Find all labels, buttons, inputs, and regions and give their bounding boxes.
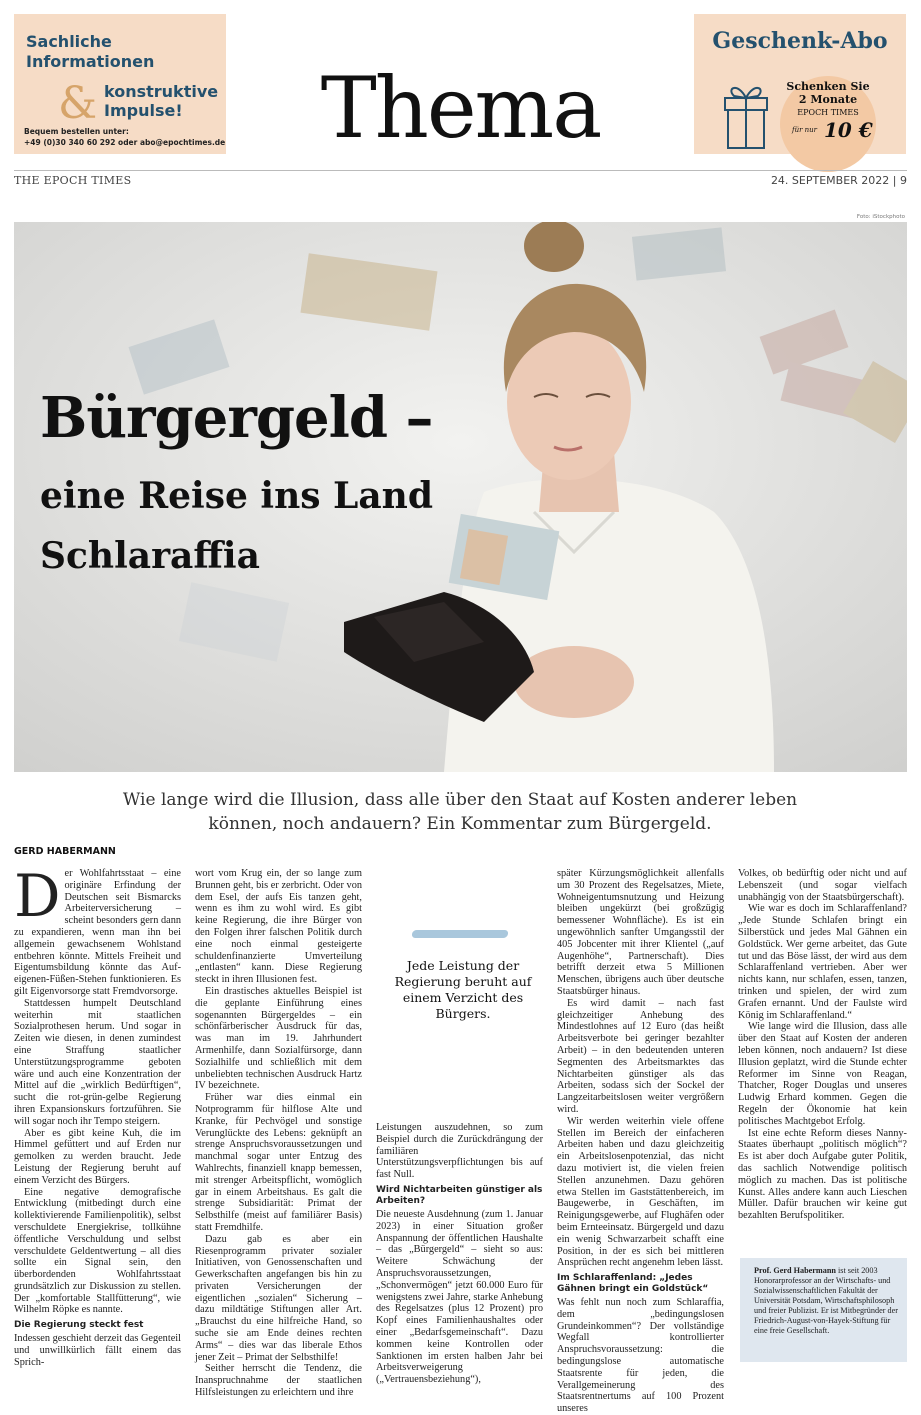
ampersand-icon: & (58, 78, 98, 129)
ad-right-offer-text (780, 80, 876, 106)
ad-right-gift-subscription[interactable] (694, 14, 906, 154)
paragraph: Wir werden weiterhin viele offene Stellen im Bereich der einfacheren Arbeiten haben und dazu gleichzeitig ein Arbeitslosenpotenzial, das nicht dazu motiviert ist, die vielen freien Stellen anzunehmen. Dazu gehören etwa Stellen im Gaststättenbereich, im Baugewerbe, in Geschäften, im Reinigungsgewerbe, auf Flughäfen oder beim Ernteeinsatz. Bürgergeld und dazu ein wenig Schwarzarbeit schafft eine Position, in der es sich bei mittleren Ansprüchen recht angenehm leben lässt. (557, 1115, 724, 1269)
issue-date: 24. SEPTEMBER 2022 (770, 174, 890, 187)
photo-credit: Foto: iStockphoto (856, 214, 905, 220)
dateline (771, 174, 907, 187)
quote-accent-bar (411, 930, 508, 938)
paragraph: Es wird damit – nach fast gleichzeitiger Anhebung des Mindestlohnes auf 12 Euro (das heißt Arbeitsverbote bei geringer bezahlter Arbeit) – in den bedeutenden unteren Segmenten des Arbeitsmarktes das Nichtarbeiten günstiger als das Arbeiten, sodass sich der Sockel der Langzeitarbeitslosen weiter vergrößern wird. (557, 997, 724, 1115)
ad-right-line1: Schenken Sie (786, 80, 870, 93)
ad-right-brand: EPOCH TIMES (797, 108, 859, 117)
subheading: Wird Nichtarbeiten günstiger als Arbeiten? (376, 1184, 543, 1206)
paragraph: Die neueste Ausdehnung (zum 1. Januar 2023) in einer Situation großer Anspannung der öffentlichen Haushalte – das „Bürgergeld“ – sieht so aus: Weitere Schwächung der Anspruchsvoraussetzungen, „Schonvermögen“ jetzt 60.000 Euro für wenigstens zwei Jahre, starke Anhebung des Regelsatzes (plus 12 Prozent) pro Kopf eines Familienhaushaltes oder einer „Bedarfsgemeinschaft“. Dazu kommen keine Kontrollen oder Sanktionen im ersten halben Jahr bei Arbeitsverweigerung („Vertrauensbeziehung“), (376, 1208, 543, 1386)
article-column-1 (14, 862, 181, 1369)
paragraph: Früher war dies einmal ein Notprogramm für hilflose Alte und Kranke, für Pechvögel und sonstige Verunglückte des Lebens: geknüpft an strenge Anspruchsvoraussetzungen und manchmal sogar unter Entzug des Wahlrechts, finanziell knapp bemessen, mit strenger Arbeitspflicht, womöglich gar in einem Arbeitshaus. Es galt die strenge Subsidiarität: Primat der Selbsthilfe (meist auf familiärer Basis) statt Fremdhilfe. (195, 1092, 362, 1233)
paper-name: THE EPOCH TIMES (14, 174, 132, 187)
headline-line3: Schlaraffia (40, 535, 260, 577)
article-column-5 (738, 868, 907, 1222)
ad-left-line4: Impulse! (104, 101, 183, 120)
ad-right-line2: 2 Monate (798, 93, 858, 106)
dropcap: D (14, 862, 61, 930)
ad-left-line3: konstruktive (104, 82, 219, 101)
paragraph: Indessen geschieht derzeit das Gegenteil und unwillkürlich fällt einem das Sprich- (14, 1333, 181, 1368)
header-rule (14, 170, 907, 171)
ad-left-line1: Sachliche (26, 32, 112, 51)
pull-quote: Jede Leistung der Regierung beruht auf einem Verzicht des Bürgers. (394, 958, 532, 1021)
ad-right-title: Geschenk-Abo (712, 28, 888, 54)
author-bio-box (740, 1258, 907, 1362)
paragraph: Eine negative demografische Entwicklung (mitbedingt durch eine kollektivierende Familienpolitik), selbst verschuldete Energiekrise, tollkühne öffentliche Verschuldung und selbst verschuldete Geldentwertung – all dies sollte ein Signal sein, den überbordenden Wohlfahrtsstaat grundsätzlich zur Diskussion zu stellen. Der „komfortable Stallfütterung“, wie Wilhelm Röpke es nannte. (14, 1186, 181, 1316)
ad-left-order-label: Bequem bestellen unter: (24, 127, 129, 136)
paragraph: Seither herrscht die Tendenz, die Inanspruchnahme der staatlichen Hilfsleistungen zu erleichtern und ihre (195, 1363, 362, 1399)
paragraph: Wie war es doch im Schlaraffenland? „Jede Stunde Schlafen bringt ein Silberstück und jedes Mal Gähnen ein Goldstück. Wer gerne arbeitet, das Gute tut und das Böse lässt, der wird aus dem Schlaraffenland vertrieben. Aber wer nichts kann, nur schlafen, essen, tanzen, trinken und spielen, der wird zum Grafen ernannt. Und der Faulste wird König im Schlaraffenland.“ (738, 903, 907, 1021)
paragraph: Stattdessen humpelt Deutschland weiterhin mit staatlichen Sozialprothesen herum. Und sogar in Zeiten wie diesen, in denen zumindest eine Straffung staatlicher Unterstützungsprogramme geboten wäre und auch eine Konzentration der Mittel auf die „wirklich Bedürftigen“, sucht die rot-grün-gelbe Regierung ihren Expansionskurs fortzuführen. Sie will sogar noch ihr Tempo steigern. (14, 997, 181, 1127)
paragraph: wort vom Krug ein, der so lange zum Brunnen geht, bis er zerbricht. Oder von dem Esel, der aufs Eis tanzen geht, wenn es ihm zu wohl wird. Es gibt keine Regierung, die ihre Bürger von den Folgen ihrer falschen Politik durch eine noch einmal gesteigerte schuldenfinanzierte Umverteilung „entlasten“ kann. Diese Regierung steckt in ihren Illusionen fest. (195, 868, 362, 986)
article-column-4 (557, 868, 724, 1415)
paragraph (14, 862, 181, 998)
article-column-2 (195, 868, 362, 1399)
paragraph: Dazu gab es aber ein Riesenprogramm privater sozialer Initiativen, von Genossenschaften und Gewerkschaften angefangen bis hin zu privaten Versicherungen der eigentlichen „sozialen“ Sicherung – dazu mildtätige Stiftungen aller Art. „Brauchst du eine hilfreiche Hand, so suche sie am Ende deines rechten Arms“ – dies war das liberale Ethos jener Zeit – Primat der Selbsthilfe! (195, 1233, 362, 1363)
bio-name: Prof. Gerd Habermann (754, 1266, 836, 1275)
subheading: Im Schlaraffenland: „Jedes Gähnen bringt ein Goldstück“ (557, 1273, 709, 1295)
ad-right-price: 10 € (824, 118, 873, 142)
paragraph: Ist eine echte Reform dieses Nanny-Staates überhaupt „politisch möglich“? Es ist aber doch Aufgabe guter Politik, das sachlich Notwendige politisch möglich zu machen. Das ist politische Kunst. Alles andere kann auch Lieschen Müller. Dafür brauchen wir keine gut bezahlten Berufspolitiker. (738, 1127, 907, 1222)
paragraph: später Kürzungsmöglichkeit allenfalls um 30 Prozent des Regelsatzes, Miete, Wohneigentumsnutzung und Heizung bleiben ungekürzt (bei großzügig bemessener Wohnfläche). Es ist ein ungewöhnlich sanfter Umgangsstil der 405 Jobcenter mit ihrer Klientel („auf Augenhöhe“, Partnerschaft). Dies betrifft derzeit etwa 5 Millionen Menschen, übrigens auch über deutsche Staatsbürger hinaus. (557, 868, 724, 997)
paragraph: Wie lange wird die Illusion, dass alle über den Staat auf Kosten der anderen leben können, noch andauern? Ist diese Illusion geplatzt, wird die Stunde echter Reformer im Sinne von Reagan, Thatcher, Roger Douglas und unseres Ludwig Erhard kommen. Gegen die Regeln der Ökonomie hat kein politisches Machtgebot Erfolg. (738, 1021, 907, 1127)
section-masthead: Thema (320, 59, 601, 157)
ad-right-price-prefix: für nur (792, 126, 818, 134)
subheading: Die Regierung steckt fest (14, 1320, 144, 1331)
paragraph: Ein drastisches aktuelles Beispiel ist die geplante Einführung eines sogenannten Bürgergeldes – ein schönfärberischer Ausdruck für das, was man im 19. Jahrhundert Armenhilfe, dann Sozialfürsorge, dann Sozialhilfe und schließlich mit dem unbeliebten technischen Ausdruck Hartz IV bezeichnete. (195, 985, 362, 1092)
gift-box-icon (722, 76, 770, 150)
bio-text: ist seit 2003 Honorarprofessor an der Wirtschafts- und Sozialwissenschaftlichen Fakultät der Universität Potsdam, Wirtschaftsphilosoph und freier Publizist. Er ist Mitbegründer der Friedrich-August-von-Hayek-Stiftung für eine freie Gesellschaft. (754, 1266, 898, 1335)
paragraph: Aber es gibt keine Kuh, die im Himmel gefüttert und auf Erden nur gemolken zu werden braucht. Jede Leistung der Regierung beruht auf einem Verzicht des Bürgers. (14, 1127, 181, 1186)
paragraph: Leistungen auszudehnen, so zum Beispiel durch die Zurückdrängung der familiären Unterstützungsverpflichtungen bis auf fast Null. (376, 1122, 543, 1181)
paragraph: Was fehlt nun noch zum Schlaraffia, dem „bedingungslosen Grundeinkommen“? Der vollständige Wegfall kontrollierter Anspruchsvoraussetzung: die bedingungslose automatische Staatsrente für jeden, die Verallgemeinerung des Staatsrentnertums auf 100 Prozent unseres (557, 1297, 724, 1415)
headline-line1: Bürgergeld – (40, 385, 433, 451)
article-dek: Wie lange wird die Illusion, dass alle über den Staat auf Kosten anderer leben können, noch andauern? Ein Kommentar zum Bürgergeld. (122, 790, 798, 834)
paragraph-text: er Wohlfahrtsstaat – eine originäre Erfindung der Deutschen seit Bismarcks Arbeiterversicherung – scheint besonders gern dann zu expandieren, wenn man ihn bei allgemein gewachsenem Wohlstand entbehren könnte. Mittels Freiheit und Eigentumsbildung könnte das Auf-eigenen-Füßen-Stehen funktionieren. Es gilt Eigenvorsorge statt Fremdvorsorge. (14, 868, 181, 997)
ad-left-order-contact[interactable]: +49 (0)30 340 60 292 oder abo@epochtimes.de (24, 138, 226, 147)
author-byline: GERD HABERMANN (14, 846, 116, 857)
headline-line2: eine Reise ins Land (40, 475, 434, 517)
dateline-separator: | (892, 174, 900, 187)
ad-left-line2: Informationen (26, 52, 155, 71)
article-column-3 (376, 1122, 543, 1386)
paragraph: Volkes, ob bedürftig oder nicht und auf Lebenszeit (und sogar vielfach unabhängig von der Staatsbürgerschaft). (738, 868, 907, 903)
page-number: 9 (900, 174, 907, 187)
